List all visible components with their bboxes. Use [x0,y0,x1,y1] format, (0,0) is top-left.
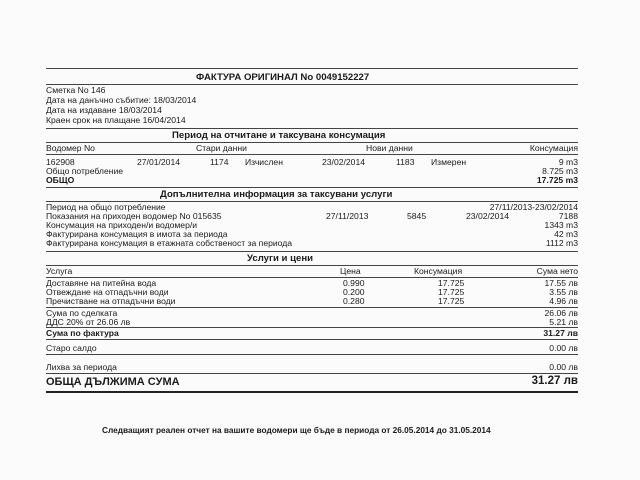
col-net-header: Сума нето [536,266,578,276]
old-status: Изчислен [245,157,283,167]
total-consumption-value: 8.725 m3 [542,166,578,176]
new-date: 23/02/2014 [322,157,366,167]
service-net: 3.55 лв [549,287,578,297]
account-number: Сметка No 146 [46,85,106,95]
invoice-sum-label: Сума по фактура [46,328,119,338]
col-cons-header: Консумация [529,143,578,153]
service-name: Отвеждане на отпадъчни води [46,287,169,297]
extra-row-label: Консумация на приходен/и водомер/и [46,220,198,230]
col-price-header: Цена [340,266,361,276]
issue-date: Дата на издаване 18/03/2014 [46,105,162,115]
total-due-value: 31.27 лв [531,375,578,387]
total-consumption-label: Общо потребление [46,166,124,176]
divider [46,187,578,188]
vat-label: ДДС 20% от 26.06 лв [46,317,131,327]
deal-sum-value: 26.06 лв [544,308,578,318]
service-price: 0.280 [343,296,365,306]
divider [46,128,578,129]
extra-row-value: 27/11/2013-23/02/2014 [489,202,578,212]
services-section-title: Услуги и цени [247,253,314,264]
old-balance-value: 0.00 лв [549,343,578,353]
row-consumption: 9 m3 [558,157,578,167]
divider [46,68,578,69]
divider [46,373,578,374]
old-value: 1174 [210,157,229,167]
invoice-title: ФАКТУРА ОРИГИНАЛ No 0049152227 [196,72,370,83]
old-balance-label: Старо салдо [46,343,97,353]
service-price: 0.990 [343,278,365,288]
col-meter-header: Водомер No [46,143,95,153]
divider [46,391,578,393]
divider [46,84,578,85]
extra-row-value: 1343 m3 [544,220,578,230]
col-new-header: Нови данни [366,143,413,153]
col-cons-header: Консумация [414,266,463,276]
interest-value: 0.00 лв [549,362,578,372]
col-old-header: Стари данни [196,143,247,153]
invoice-sum-value: 31.27 лв [543,328,578,338]
total-label: ОБЩО [46,175,75,185]
service-name: Доставяне на питейна вода [46,278,157,288]
extra-row-value: 1112 m3 [545,238,578,248]
interest-label: Лихва за периода [46,362,117,372]
service-price: 0.200 [343,287,365,297]
service-net: 4.96 лв [549,296,578,306]
divider [46,251,578,252]
total-due-label: ОБЩА ДЪЛЖИМА СУМА [46,376,180,388]
new-status: Измерен [431,157,467,167]
divider [46,307,578,308]
extra-row-value: 7188 [558,211,578,221]
extra-row-label: Показания на приходен водомер No 015635 [46,211,222,221]
divider [46,354,578,355]
divider [46,339,578,340]
tax-event-date: Дата на данъчно събитие: 18/03/2014 [46,95,197,105]
extra-row-value: 42 m3 [554,229,578,239]
new-value: 1183 [396,157,415,167]
meter-new-date: 23/02/2014 [466,211,510,221]
service-name: Пречистване на отпадъчни води [46,296,176,306]
col-service-header: Услуга [46,266,73,276]
divider [46,327,578,328]
due-date: Краен срок на плащане 16/04/2014 [46,115,186,125]
extra-row-label: Фактурирана консумация в етажната собственост за периода [46,238,293,248]
service-consumption: 17.725 [438,296,465,306]
old-date: 27/01/2014 [137,157,181,167]
divider [46,265,578,266]
service-consumption: 17.725 [438,278,465,288]
meter-old-value: 5845 [407,211,427,221]
next-reading-note: Следващият реален отчет на вашите водомери ще бъде в периода от 26.05.2014 до 31.05.2014 [102,425,491,435]
reading-section-title: Период на отчитане и таксувана консумация [172,130,386,141]
meter-number: 162908 [46,157,75,167]
vat-value: 5.21 лв [549,317,578,327]
total-value: 17.725 m3 [536,175,578,185]
meter-old-date: 27/11/2013 [326,211,369,221]
divider [46,154,578,155]
service-consumption: 17.725 [438,287,465,297]
extra-row-label: Период на общо потребление [46,202,166,212]
deal-sum-label: Сума по сделката [46,308,118,318]
service-net: 17.55 лв [544,278,578,288]
extra-section-title: Допълнителна информация за таксувани услуги [160,189,393,200]
extra-row-label: Фактурирана консумация в имота за периода [46,229,228,239]
divider [46,142,578,143]
